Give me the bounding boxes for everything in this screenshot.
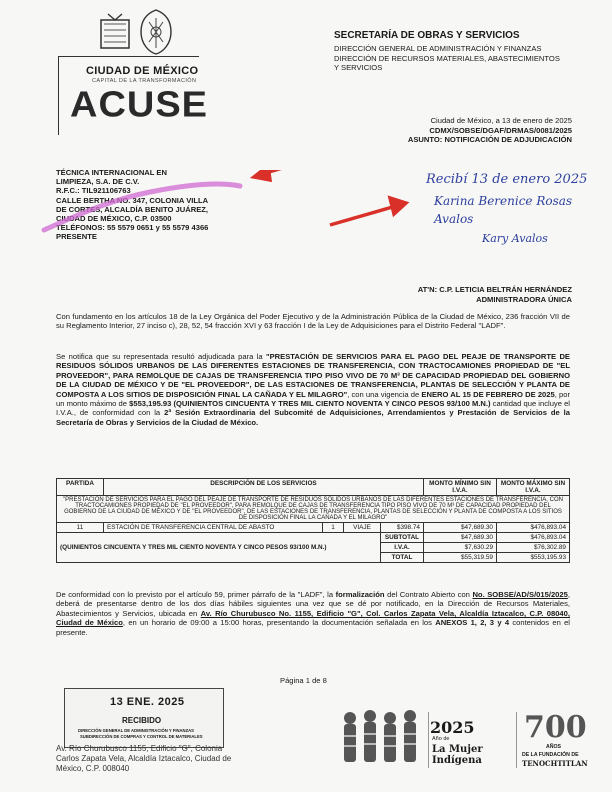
total-max: $553,195.93	[497, 553, 570, 563]
date-block	[408, 116, 572, 145]
cell-partida: 11	[57, 523, 104, 533]
indigenous-women-illustration-icon	[338, 704, 426, 766]
adjudication-table	[56, 478, 570, 563]
cell-unidad: VIAJE	[344, 523, 381, 533]
cell-cantidad: 1	[323, 523, 344, 533]
iva-max: $76,302.89	[497, 543, 570, 553]
cdmx-logo-title: CIUDAD DE MÉXICO	[86, 65, 199, 77]
secretaria-title: SECRETARÍA DE OBRAS Y SERVICIOS	[334, 30, 520, 41]
importe-letra: (QUINIENTOS CINCUENTA Y TRES MIL CIENTO NOVENTA Y CINCO PESOS 93/100 M.N.)	[57, 533, 381, 563]
shield-emblem-icon	[137, 8, 175, 56]
col-monto-maximo: MONTO MÁXIMO SIN I.V.A.	[497, 479, 570, 496]
addressee-line: TELÉFONOS: 55 5579 0651 y 55 5579 4366	[56, 223, 209, 233]
addressee-line: PRESENTE	[56, 232, 97, 242]
addressee-line: TÉCNICA INTERNACIONAL EN	[56, 168, 167, 177]
paragraph-formalizacion: De conformidad con lo previsto por el artículo 59, primer párrafo de la "LADF", la formalización del Contrato Abierto con No. SOBSE/AD/S/015/2025, deberá de presentarse dentro de los dos días hábiles siguientes una vez que se dé por notificado, en la Dirección de Recursos Materiales, Abastecimientos y Servicios, ubicada en Av. Río Churubusco No. 1155, Edificio "G", Col. Carlos Zapata Vela, Alcaldía Iztacalco, C.P. 08040, Ciudad de México, en un horario de 09:00 a 15:00 horas, presentando la documentación señalada en los ANEXOS 1, 2, 3 y 4 contenidos en el presente.	[56, 590, 570, 637]
attention-block	[418, 285, 572, 305]
red-arrow-icon	[254, 170, 330, 180]
addressee-line: DE CORTES, ALCALDÍA BENITO JUÁREZ,	[56, 204, 209, 214]
asunto: ASUNTO: NOTIFICACIÓN DE ADJUDICACIÓN	[407, 135, 572, 145]
table-row	[57, 496, 570, 523]
attention-role: ADMINISTRADORA ÚNICA	[476, 295, 572, 304]
col-partida: PARTIDA	[57, 479, 104, 496]
highlighter-stroke	[44, 184, 240, 230]
table-row	[57, 533, 570, 543]
coat-of-arms-icon	[98, 12, 132, 52]
col-descripcion: DESCRIPCIÓN DE LOS SERVICIOS	[104, 479, 424, 496]
tenochtitlan-logo-line: AÑOS	[546, 744, 561, 750]
acuse-stamp: ACUSE	[70, 85, 209, 125]
logo-divider	[428, 712, 429, 768]
place-date: Ciudad de México, a 13 de enero de 2025	[430, 116, 572, 125]
iva-label: I.V.A.	[381, 543, 424, 553]
subtotal-min: $47,689.30	[424, 533, 497, 543]
dependencia-line: DIRECCIÓN GENERAL DE ADMINISTRACIÓN Y FINANZAS	[334, 44, 542, 53]
tenochtitlan-logo-number: 700	[524, 710, 587, 745]
handwritten-name: Karina Berenice Rosas	[434, 194, 573, 208]
year-logo-line: La Mujer	[432, 744, 483, 755]
tenochtitlan-logo-line: TENOCHTITLAN	[522, 759, 588, 768]
addressee-line: LIMPIEZA, S.A. DE C.V.	[56, 177, 140, 187]
table-row	[57, 523, 570, 533]
dependencia-lines	[334, 44, 574, 73]
paragraph-notificacion: Se notifica que su representada resultó adjudicada para la "PRESTACIÓN DE SERVICIOS PARA EL PAGO DEL PEAJE DE TRANSPORTE DE RESIDUOS SÓLIDOS URBANOS DE LAS DIFERENTES ESTACIONES DE TRANSFERENCIA, CON TRACTOCAMIONES PROPIEDAD DE "EL PROVEEDOR", PARA REMOLQUE DE CAJAS DE TRANSFERENCIA TIPO PISO VIVO DE 70 M³ DE CAPACIDAD PROPIEDAD DEL GOBIERNO DE LA CIUDAD DE MÉXICO Y DE "EL PROVEEDOR", DE LAS ESTACIONES DE TRANSFERENCIA, PLANTAS DE SELECCIÓN Y PLANTA DE COMPOSTA A LOS SITIOS DE DISPOSICIÓN FINAL LA CAÑADA Y EL MILAGRO", con una vigencia de ENERO AL 15 DE FEBRERO DE 2025, por un monto máximo de $553,195.93 (QUINIENTOS CINCUENTA Y TRES MIL CIENTO NOVENTA Y CINCO PESOS 93/100 M.N.) cantidad que incluye el I.V.A., de conformidad con la 2ª Sesión Extraordinaria del Subcomité de Adquisiciones, Arrendamientos y Prestación de Servicios de la Secretaría de Obras y Servicios de la Ciudad de México.	[56, 352, 570, 427]
folio-number: CDMX/SOBSE/DGAF/DRMAS/0081/2025	[429, 125, 572, 135]
handwritten-signature: Kary Avalos	[482, 232, 548, 245]
paragraph-fundamento: Con fundamento en los artículos 18 de la Ley Orgánica del Poder Ejecutivo y de la Administración Pública de la Ciudad de México, 236 fracción VII de su Reglamento Interior, 27 inciso c), 28, 52, 54 fracción XVI y 63 fracción I de la Ley de Adquisiciones para el Distrito Federal "LADF".	[56, 312, 570, 331]
handwritten-surname: Avalos	[434, 212, 474, 226]
footer-address-line: Carlos Zapata Vela, Alcaldía Iztacalco, Ciudad de	[56, 754, 232, 763]
tenochtitlan-logo-line: DE LA FUNDACIÓN DE	[522, 752, 579, 758]
recibido-label: RECIBIDO	[122, 716, 162, 725]
iva-min: $7,630.29	[424, 543, 497, 553]
handwritten-received-date: Recibí 13 de enero 2025	[426, 172, 588, 187]
subtotal-label: SUBTOTAL	[381, 533, 424, 543]
page-number: Página 1 de 8	[280, 676, 327, 685]
year-logo-number: 2025	[430, 718, 475, 737]
footer-address-line: México, C.P. 008040	[56, 764, 130, 773]
addressee-line: CALLE BERTHA NO. 347, COLONIA VILLA	[56, 195, 209, 205]
subtotal-max: $476,893.04	[497, 533, 570, 543]
recibido-date: 13 ENE. 2025	[110, 696, 185, 708]
attention-name: AT'N: C.P. LETICIA BELTRÁN HERNÁNDEZ	[417, 285, 572, 294]
recibido-subdependency: SUBDIRECCIÓN DE COMPRAS Y CONTROL DE MATERIALES	[80, 734, 203, 739]
cdmx-logo-subtitle: CAPITAL DE LA TRANSFORMACIÓN	[92, 78, 197, 84]
cell-precio: $398.74	[381, 523, 424, 533]
addressee-line: R.F.C.: TIL921106763	[56, 186, 131, 196]
cell-estacion: ESTACIÓN DE TRANSFERENCIA CENTRAL DE ABASTO	[104, 523, 323, 533]
total-min: $55,319.59	[424, 553, 497, 563]
year-logo-line: Indígena	[432, 755, 482, 766]
col-monto-minimo: MONTO MÍNIMO SIN I.V.A.	[424, 479, 497, 496]
dependencia-line: Y SERVICIOS	[334, 63, 383, 73]
table-header-row	[57, 479, 570, 496]
footer-address	[56, 744, 276, 774]
cell-max: $476,893.04	[497, 523, 570, 533]
cell-min: $47,689.30	[424, 523, 497, 533]
logo-divider	[516, 712, 517, 768]
total-label: TOTAL	[381, 553, 424, 563]
year-logo-line: Año de	[432, 736, 450, 742]
red-arrow-icon	[330, 198, 406, 225]
recibido-dependency: DIRECCIÓN GENERAL DE ADMINISTRACIÓN Y FINANZAS	[78, 728, 194, 733]
dependencia-line: DIRECCIÓN DE RECURSOS MATERIALES, ABASTECIMIENTOS	[334, 53, 560, 63]
addressee-line: CIUDAD DE MÉXICO, C.P. 03500	[56, 214, 172, 224]
service-description: "PRESTACIÓN DE SERVICIOS PARA EL PAGO DEL PEAJE DE TRANSPORTE DE RESIDUOS SÓLIDOS URBANOS DE LAS DIFERENTES ESTACIONES DE TRANSFERENCIA, CON TRACTOCAMIONES PROPIEDAD DE "EL PROVEEDOR", PARA REMOLQUE DE CAJAS DE TRANSFERENCIA TIPO PISO VIVO DE 70 M³ DE CAPACIDAD PROPIEDAD DEL GOBIERNO DE LA CIUDAD DE MÉXICO Y DE "EL PROVEEDOR", DE LAS ESTACIONES DE TRANSFERENCIA, PLANTAS DE SELECCIÓN Y PLANTA DE COMPOSTA A LOS SITIOS DE DISPOSICIÓN FINAL LA CAÑADA Y EL MILAGRO"	[57, 496, 570, 523]
footer-address-line: Av. Río Churubusco 1155, Edificio "G", Colonia	[56, 744, 223, 753]
